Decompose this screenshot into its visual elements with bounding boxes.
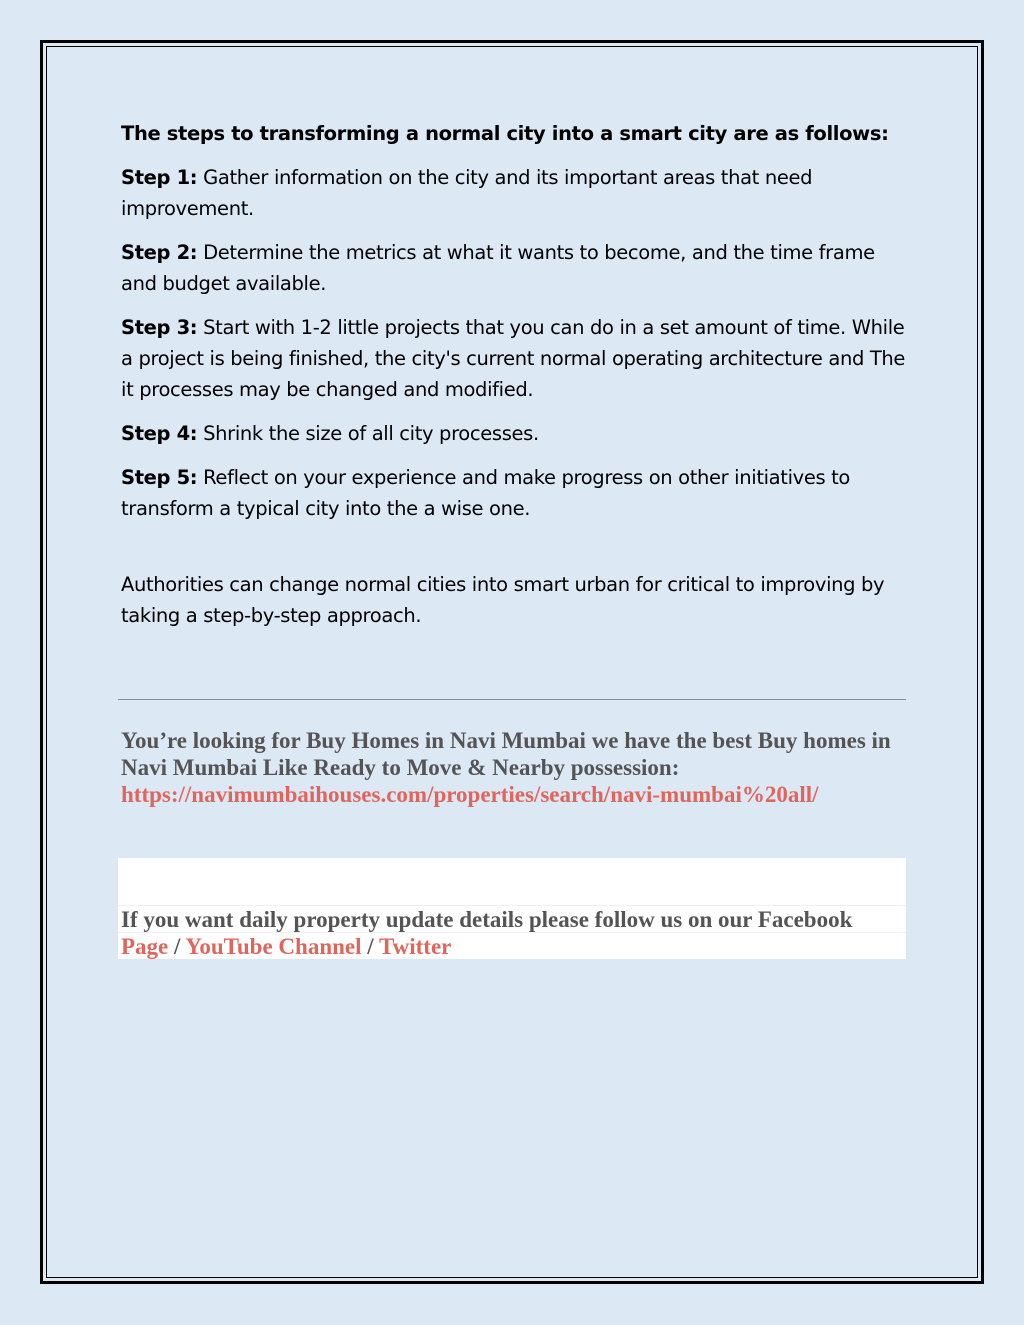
step-4-label: Step 4: [121, 422, 198, 445]
step-1 [121, 162, 911, 224]
youtube-channel-link[interactable]: YouTube Channel [185, 934, 362, 959]
step-3-text: Start with 1-2 little projects that you can do in a set amount of time. While a project is being finished, the city's current normal operating architecture and The it processes may be changed and modified. [121, 316, 906, 401]
step-2 [121, 237, 911, 299]
conclusion-paragraph: Authorities can change normal cities into smart urban for critical to improving by taking a step-by-step approach. [121, 573, 885, 627]
horizontal-divider [118, 699, 906, 700]
document-body [121, 118, 911, 644]
follow-text: If you want daily property update details please follow us on our Facebook [121, 907, 853, 932]
step-5-text: Reflect on your experience and make progress on other initiatives to transform a typical city into the a wise one. [121, 466, 851, 520]
promo-link[interactable]: https://navimumbaihouses.com/properties/search/navi-mumbai%20all/ [121, 782, 819, 807]
step-2-label: Step 2: [121, 241, 198, 264]
step-5 [121, 462, 911, 524]
separator: / [168, 934, 186, 959]
twitter-link[interactable]: Twitter [379, 934, 452, 959]
step-2-text: Determine the metrics at what it wants to become, and the time frame and budget available. [121, 241, 875, 295]
step-5-label: Step 5: [121, 466, 198, 489]
follow-paragraph [121, 906, 901, 960]
step-4 [121, 418, 911, 449]
intro-heading: The steps to transforming a normal city into a smart city are as follows: [121, 122, 889, 145]
promo-paragraph [121, 727, 901, 808]
step-1-text: Gather information on the city and its important areas that need improvement. [121, 166, 813, 220]
facebook-page-link[interactable]: Page [121, 934, 169, 959]
step-3 [121, 312, 911, 405]
step-1-label: Step 1: [121, 166, 198, 189]
separator: / [361, 934, 380, 959]
promo-text: You’re looking for Buy Homes in Navi Mumbai we have the best Buy homes in Navi Mumbai Like Ready to Move & Nearby possession: [121, 728, 891, 780]
step-3-label: Step 3: [121, 316, 198, 339]
step-4-text: Shrink the size of all city processes. [197, 422, 539, 445]
